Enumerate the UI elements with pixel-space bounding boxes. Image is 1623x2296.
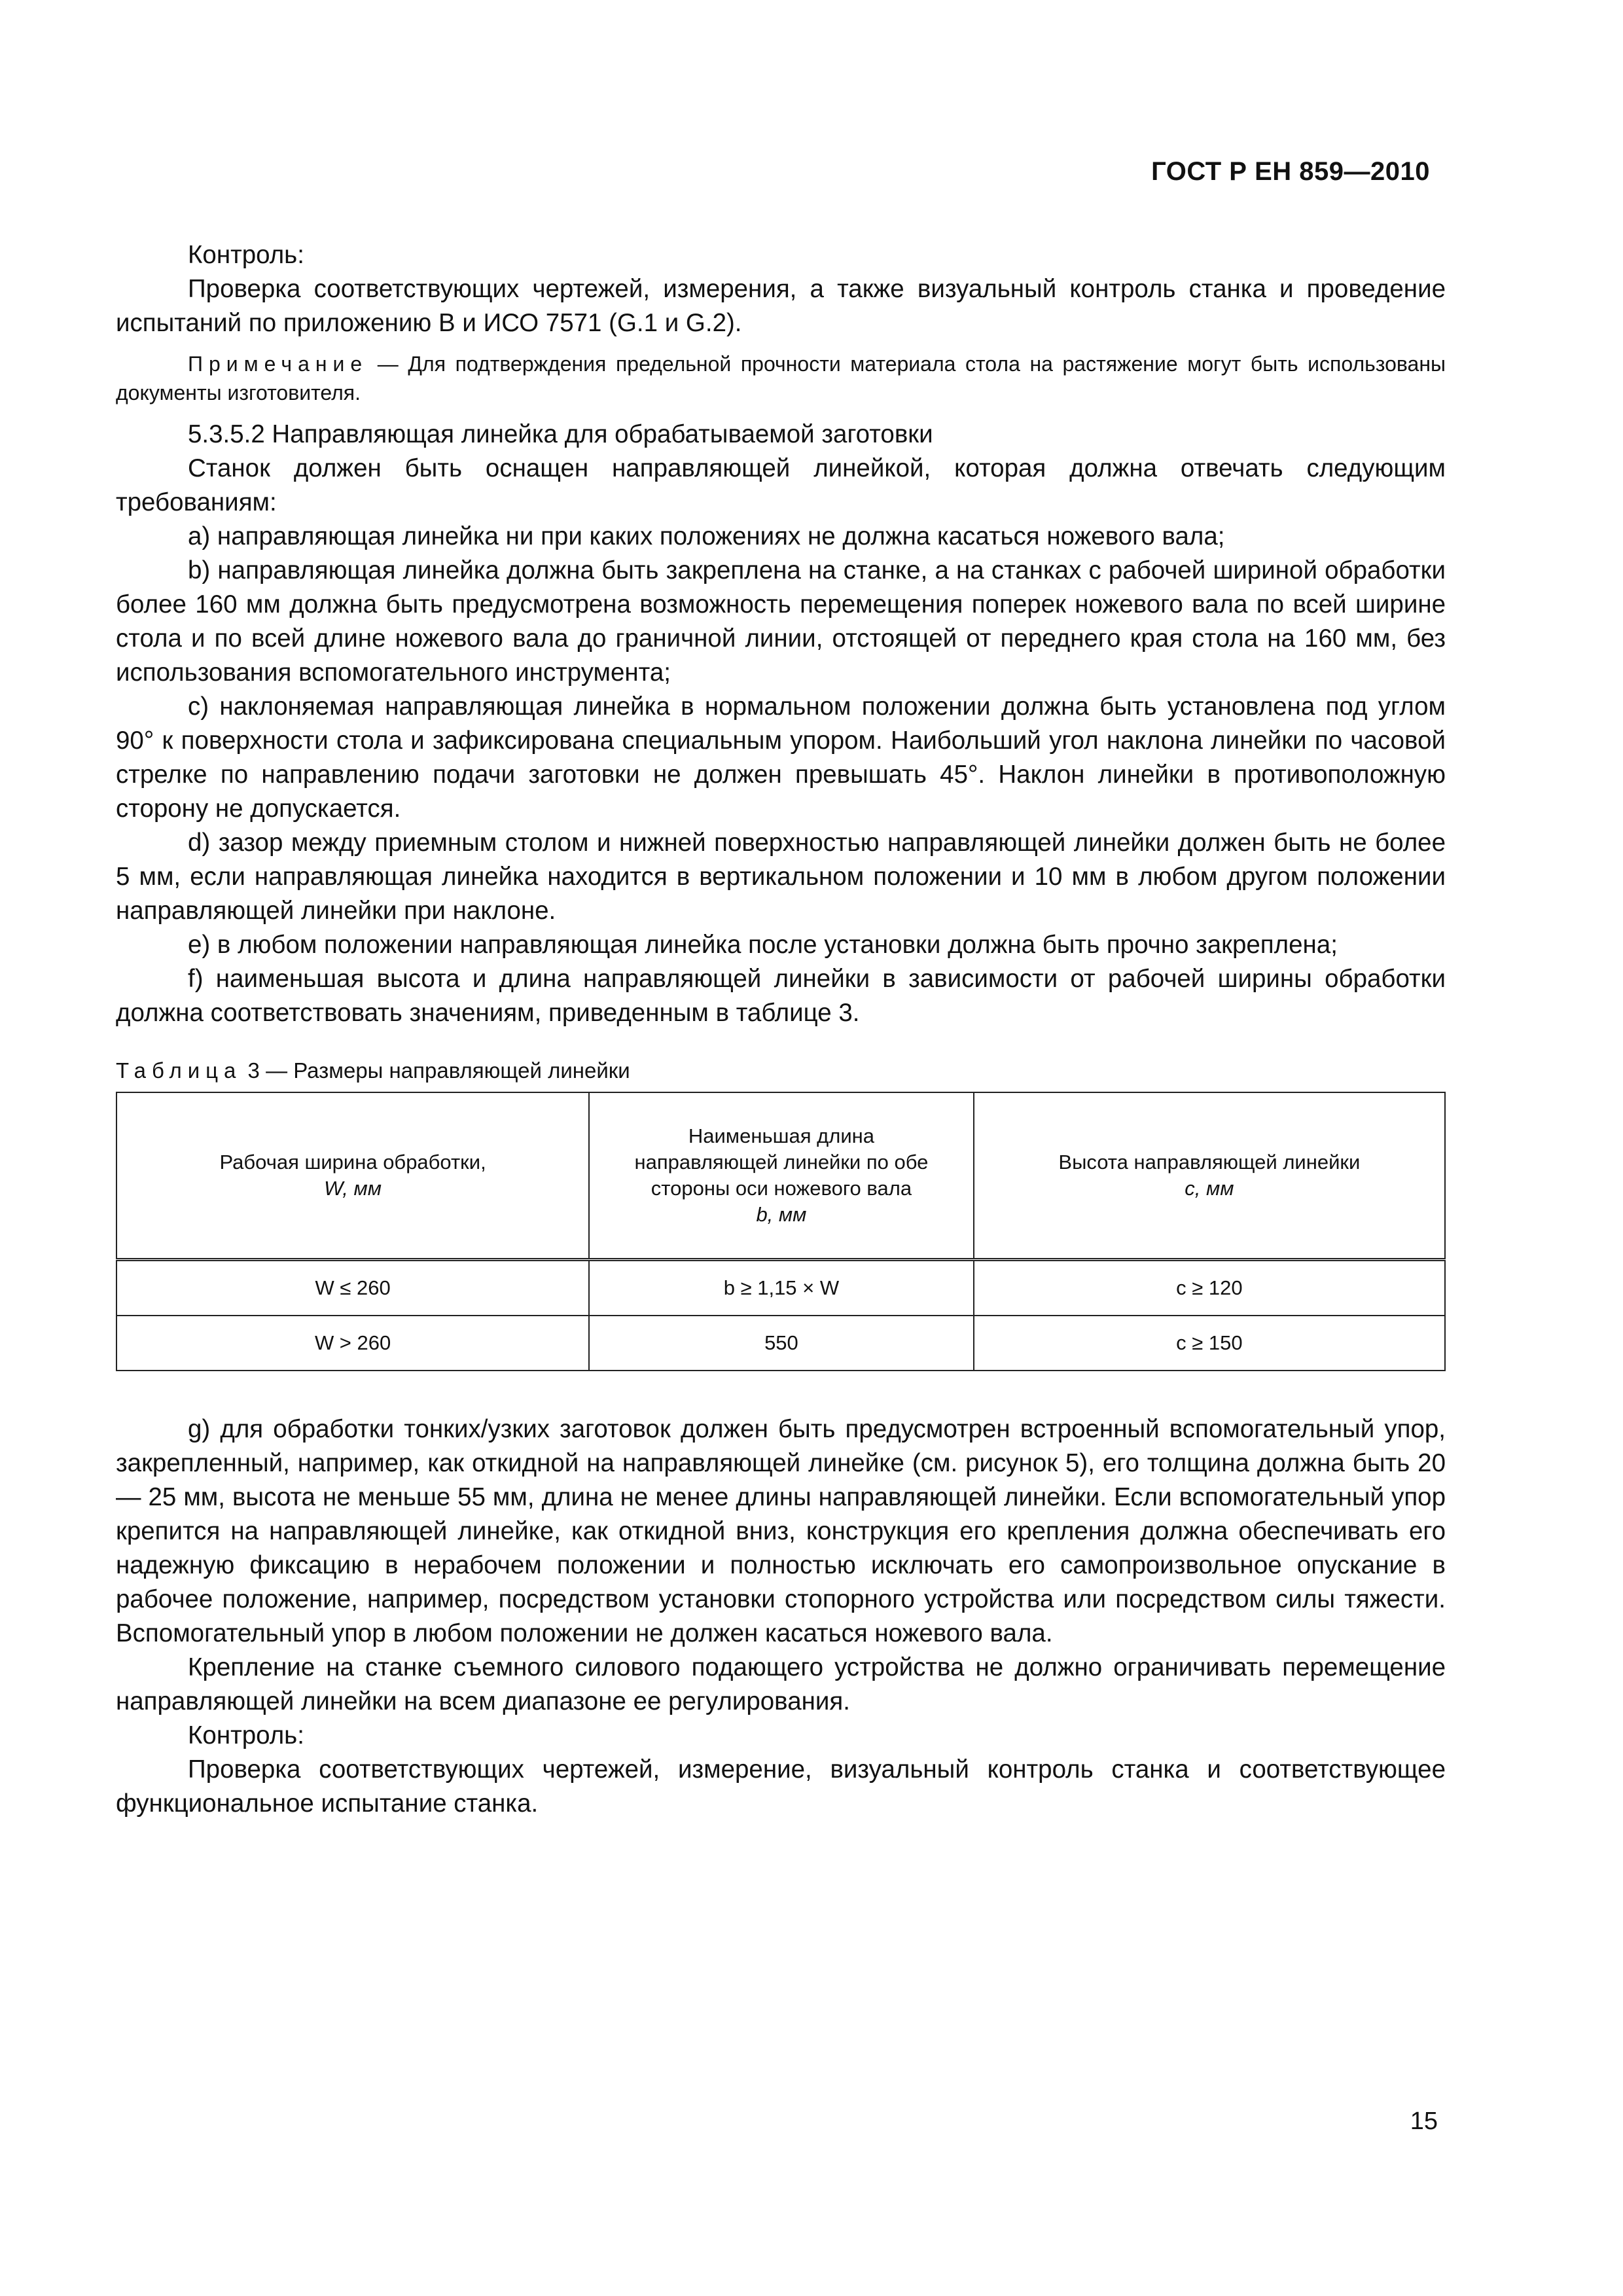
list-item: c) наклоняемая направляющая линейка в нормальном положении должна быть установлена под углом 90° к поверхности стола и зафиксирована специальным упором. Наибольший угол наклона линейки по часовой стрелке по направлению подачи заготовки не должен превышать 45°. Наклон линейки в противоположную сторону не допускается. (116, 692, 1446, 823)
control-label: Контроль: (188, 241, 304, 269)
top-text-block (116, 238, 1446, 1030)
column-header-height: Высота направляющей линейки c, мм (974, 1092, 1445, 1260)
table-cell: 550 (589, 1316, 974, 1371)
list-item: b) направляющая линейка должна быть закреплена на станке, а на станках с рабочей шириной обработки более 160 мм должна быть предусмотрена возможность перемещения поперек ножевого вала по всей ширине стола и по всей длине ножевого вала до граничной линии, отстоящей от переднего края стола на 160 мм, без использования вспомогательного инструмента; (116, 556, 1446, 687)
note-label: Примечание (188, 352, 368, 376)
section-intro: Станок должен быть оснащен направляющей линейкой, которая должна отвечать следующим требованиям: (116, 454, 1446, 516)
control-text: Проверка соответствующих чертежей, измерения, а также визуальный контроль станка и проведение испытаний по приложению В и ИСО 7571 (G.1 и G.2). (116, 275, 1446, 337)
table-cell: W > 260 (116, 1316, 589, 1371)
bottom-text-block (116, 1412, 1446, 1821)
table-cell: c ≥ 150 (974, 1316, 1445, 1371)
list-item: f) наименьшая высота и длина направляющей линейки в зависимости от рабочей ширины обработки должна соответствовать значениям, приведенным в таблице 3. (116, 965, 1446, 1027)
list-item: d) зазор между приемным столом и нижней поверхностью направляющей линейки должен быть не более 5 мм, если направляющая линейка находится в вертикальном положении и 10 мм в любом другом положении направляющей линейки при наклоне. (116, 829, 1446, 925)
table-cell: W ≤ 260 (116, 1260, 589, 1316)
control-text: Проверка соответствующих чертежей, измерение, визуальный контроль станка и соответствующее функциональное испытание станка. (116, 1755, 1446, 1818)
note-text: — Для подтверждения предельной прочности материала стола на растяжение могут быть использованы документы изготовителя. (116, 352, 1446, 404)
table-caption-label: Таблица (116, 1058, 242, 1083)
column-header-length: Наименьшая длина направляющей линейки по обе стороны оси ножевого вала b, мм (589, 1092, 974, 1260)
table-cell: b ≥ 1,15 × W (589, 1260, 974, 1316)
control-label: Контроль: (188, 1721, 304, 1749)
table-row (116, 1316, 1445, 1371)
list-item: a) направляющая линейка ни при каких положениях не должна касаться ножевого вала; (188, 522, 1225, 550)
note (116, 350, 1446, 407)
table-row (116, 1260, 1445, 1316)
table-caption-text: 3 — Размеры направляющей линейки (241, 1058, 630, 1083)
table-cell: c ≥ 120 (974, 1260, 1445, 1316)
mounting-paragraph: Крепление на станке съемного силового подающего устройства не должно ограничивать перемещение направляющей линейки на всем диапазоне ее регулирования. (116, 1653, 1446, 1715)
page-number: 15 (1410, 2108, 1438, 2135)
table-header-row (116, 1092, 1445, 1260)
dimensions-table (116, 1092, 1446, 1371)
document-code: ГОСТ Р ЕН 859—2010 (1151, 157, 1430, 186)
section-heading: 5.3.5.2 Направляющая линейка для обрабатываемой заготовки (188, 420, 933, 448)
column-header-width: Рабочая ширина обработки, W, мм (116, 1092, 589, 1260)
list-item: g) для обработки тонких/узких заготовок должен быть предусмотрен встроенный вспомогательный упор, закрепленный, например, как откидной на направляющей линейке (см. рисунок 5), его толщина должна быть 20 — 25 мм, высота не меньше 55 мм, длина не менее длины направляющей линейки. Если вспомогательный упор крепится на направляющей линейке, как откидной вниз, конструкция его крепления должна обеспечивать его надежную фиксацию в нерабочем положении и полностью исключать его самопроизвольное опускание в рабочее положение, например, посредством установки стопорного устройства или посредством силы тяжести. Вспомогательный упор в любом положении не должен касаться ножевого вала. (116, 1415, 1446, 1647)
table-caption (116, 1058, 630, 1083)
list-item: e) в любом положении направляющая линейка после установки должна быть прочно закреплена; (188, 931, 1338, 959)
